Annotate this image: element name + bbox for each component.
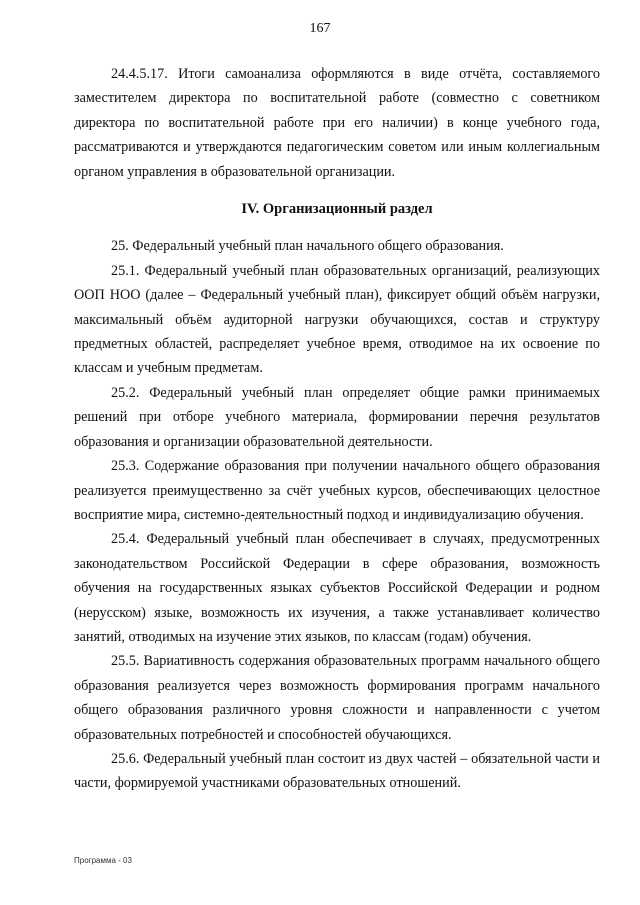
- paragraph-25: 25. Федеральный учебный план начального общего образования.: [111, 238, 504, 255]
- paragraph-25-3: 25.3. Содержание образования при получении начального общего образования реализуется преимущественно за счёт учебных курсов, обеспечивающих целостное восприятие мира, системно-деятельностный подход и индивидуализацию обучения.: [74, 458, 600, 523]
- paragraph-25-2: 25.2. Федеральный учебный план определяет общие рамки принимаемых решений при отборе учебного материала, формировании перечня результатов образования и организации образовательной деятельности.: [74, 384, 600, 450]
- paragraph-25-5: 25.5. Вариативность содержания образовательных программ начального общего образования реализуется через возможность формирования программ начального общего образования различного уровня сложности и направленности с учетом образовательных потребностей и способностей обучающихся.: [74, 653, 600, 743]
- paragraph-25-6: 25.6. Федеральный учебный план состоит из двух частей – обязательной части и части, формируемой участниками образовательных отношений.: [74, 750, 600, 792]
- paragraph-25-1: 25.1. Федеральный учебный план образовательных организаций, реализующих ООП НОО (далее – Федеральный учебный план), фиксирует общий объём нагрузки, максимальный объём аудиторной нагрузки обучающихся, состав и структуру предметных областей, распределяет учебное время, отводимое на их освоение по классам и учебным предметам.: [74, 262, 600, 377]
- paragraph-25-4: 25.4. Федеральный учебный план обеспечивает в случаях, предусмотренных законодательством Российской Федерации в сфере образования, возможность обучения на государственных языках субъектов Российской Федерации и родном (нерусском) языке, возможность их изучения, а также устанавливает количество занятий, отводимых на изучение этих языков, по классам (годам) обучения.: [74, 531, 600, 645]
- footer-label: Программа - 03: [74, 856, 132, 865]
- document-body: [74, 62, 600, 796]
- paragraph-24-4-5-17: 24.4.5.17. Итоги самоанализа оформляются в виде отчёта, составляемого заместителем директора по воспитательной работе (совместно с советником директора по воспитательной работе при его наличии) в конце учебного года, рассматриваются и утверждаются педагогическим советом или иным коллегиальным органом управления в образовательной организации.: [74, 66, 600, 180]
- page-number: 167: [309, 21, 331, 36]
- section-heading: IV. Организационный раздел: [241, 201, 433, 218]
